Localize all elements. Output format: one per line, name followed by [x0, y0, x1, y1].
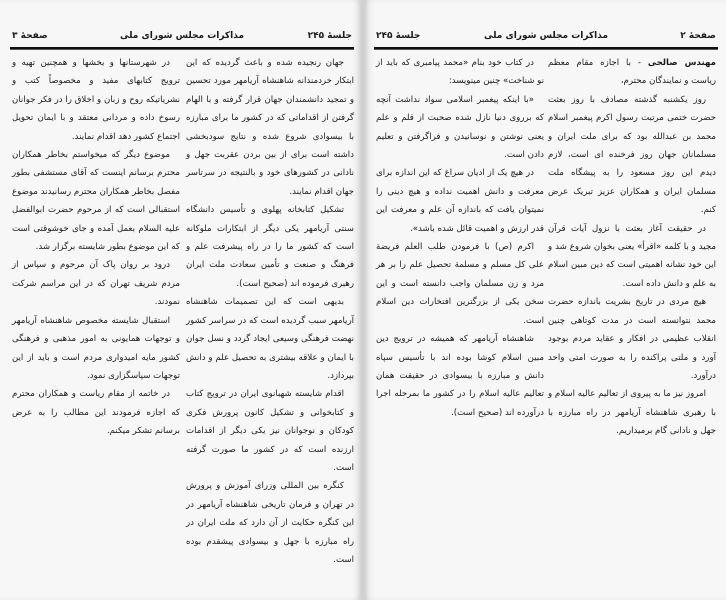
- paragraph: جهان رنجیده شده و باعث گردیده که این ابتکار خردمندانه شاهنشاه آریامهر مورد تحسین و تمجید دانشمندان جهان قرار گرفته و با الهام گرفتن از اقداماتی که در کشور ما برای مبارزه با بیسوادی شروع شده و نتایج سودبخشی داشته است برای از بین بردن عقربت جهل و نادانی در کشورهای خود و بالنتیجه در سرتاسر جهان اقدام نمایند.: [186, 58, 354, 197]
- paragraph: هیچ مردی در تاریخ بشریت باندازه حضرت محمد نتوانسته است در مدت کوتاهی چنین انقلاب عظیمی در افکار و عقاید مردم بوجود آورد و ملتی پراکنده را به صورت امتی واحد درآورد.: [548, 297, 716, 381]
- text-column-left: [376, 54, 544, 422]
- paragraph: روز یکشنبه گذشته مصادف با روز بعثت حضرت ختمی مرتبت رسول اکرم پیغمبر اسلام محمد بن عبدالله بود که برای ملت ایران و مسلمانان جهان روز فرخنده ای است، لازم دیدم این روز مسعود را به پیشگاه ملت مسلمان ایران و همکاران عزیز تبریک عرض کنم.: [548, 94, 716, 216]
- paragraph: شاهنشاه آریامهر که همیشه در ترویج دین مبین اسلام کوشا بوده اند با تأسیس سپاه دانش و مبارزه با بیسوادی در حقیقت همان تعالیم عالیه اسلام را در کشور ما بمرحله اجرا درآورده اند (صحیح است).: [376, 334, 544, 418]
- publication-title: مذاکرات مجلس شورای ملی: [119, 31, 245, 41]
- header-rule: [10, 47, 354, 50]
- page-number: صفحهٔ ۲: [680, 31, 716, 41]
- speaker-name: مهندس صالحی: [647, 58, 716, 68]
- session-number: جلسهٔ ۲۴۵: [307, 31, 352, 41]
- text-column-left: [12, 54, 180, 441]
- paragraph: امروز نیز ما به پیروی از تعالیم عالیه اسلام و با رهبری شاهنشاه آریامهر در راه مبارزه با جهل و نادانی گام برمیداریم.: [548, 389, 716, 437]
- paragraph: اکرم (ص) با فرمودن طلب العلم فریضة علی کل مسلم و مسلمة تحصیل علم را بر هر مرد و زن مسلمان واجب دانسته است و این سخن یکی از بزرگترین افتخارات دین اسلام است.: [376, 242, 544, 326]
- publication-title: مذاکرات مجلس شورای ملی: [483, 31, 609, 41]
- paragraph: در حقیقت آغاز بعثت با نزول آیات قرآن مجید و با کلمه «اقرأ» یعنی بخوان شروع شد و این خود نشانه اهمیتی است که دین مبین اسلام به علم و دانش داده است.: [548, 223, 716, 289]
- speech-text: - با اجازه مقام معظم ریاست و نمایندگان محترم،: [548, 58, 716, 87]
- text-column-right: [548, 54, 716, 441]
- paragraph: در خاتمه از مقام ریاست و همکاران محترم که اجازه فرمودند این مطالب را به عرض برسانم تشکر میکنم.: [12, 389, 180, 437]
- paragraph: بدیهی است که این تصمیمات شاهنشاه آریامهر سبب گردیده است که در سراسر کشور نهضت فرهنگی وسیعی ایجاد گردد و نسل جوان با ایمان و علاقه بیشتری به تحصیل علم و دانش بپردازد.: [186, 297, 354, 381]
- paragraph: موضوع دیگر که میخواستم بخاطر همکاران محترم برسانم اینست که آقای مستشفی بطور مفصل بخاطر همکاران محترم رسانیدند موضوع استقبالی است که از مرحوم حضرت ابوالفضل علیه السلام بعمل آمده و جای خوشوقتی است که این موضوع بطور شایسته برگزار شد.: [12, 150, 180, 253]
- page-number: صفحهٔ ۳: [12, 31, 48, 41]
- paragraph: اقدام شایسته شهبانوی ایران در ترویج کتاب و کتابخوانی و تشکیل کانون پرورش فکری کودکان و نوجوانان نیز یکی دیگر از اقدامات ارزنده است که در کشور ما صورت گرفته است.: [186, 389, 354, 473]
- left-page-page-3: [0, 0, 362, 600]
- paragraph: در شهرستانها و بخشها و همچنین تهیه و ترویج کتابهای مفید و مخصوصاً کتب و نشریاتیکه روح و زبان و اخلاق را در فکر جوانان رسوخ داده و مردانی معتقد و با ایمان تحویل اجتماع کشور دهد اقدام نمایند.: [12, 58, 180, 142]
- page-header: [376, 31, 716, 45]
- text-column-right: [186, 54, 354, 569]
- paragraph: «با اینکه پیغمبر اسلامی سواد نداشت آنچه که برروی دنیا نازل شده صحبت از قلم و علم یعنی نوشتن و نوسانیدن و فراگرفتن و تعلیم دادن است.: [376, 94, 544, 161]
- session-number: جلسهٔ ۲۴۵: [376, 31, 421, 41]
- paragraph: در هیچ یک از ادیان سراغ که این اندازه برای معرفت و دانش اهمیت نداده و هیچ دینی را نمیتوان یافت که باندازه آن علم و معرفت این قدر ارزش و اهمیت قائل شده باشد».: [376, 168, 544, 234]
- paragraph: استقبال شایسته مخصوص شاهنشاه آریامهر و توجهات همایونی به امور مذهبی و فرهنگی کشور مایه امیدواری مردم است و باید از این توجهات سپاسگزاری نمود.: [12, 315, 180, 381]
- paragraph: کنگره بین المللی وزرای آموزش و پرورش در تهران و فرمان تاریخی شاهنشاه آریامهر در این کنگره حکایت از آن دارد که ملت ایران در راه مبارزه با جهل و بیسوادی پیشقدم بوده است.: [186, 481, 354, 565]
- header-rule: [374, 47, 718, 50]
- page-header: [12, 31, 352, 45]
- right-page-page-2: [364, 0, 726, 600]
- paragraph: [548, 54, 716, 91]
- paragraph: در کتاب خود بنام «محمد پیامبری که باید از نو شناخت» چنین مینویسد:: [376, 58, 544, 87]
- paragraph: تشکیل کتابخانه پهلوی و تأسیس دانشگاه سنتی آریامهر یکی دیگر از ابتکارات ملوکانه است که کشور ما را در راه پیشرفت علم و فرهنگ و صنعت و تأمین سعادت ملت ایران رهبری فرموده اند (صحیح است).: [186, 205, 354, 289]
- paragraph: درود بر روان پاک آن مرحوم و سپاس از مردم شریف تهران که در این مراسم شرکت نمودند.: [12, 260, 180, 308]
